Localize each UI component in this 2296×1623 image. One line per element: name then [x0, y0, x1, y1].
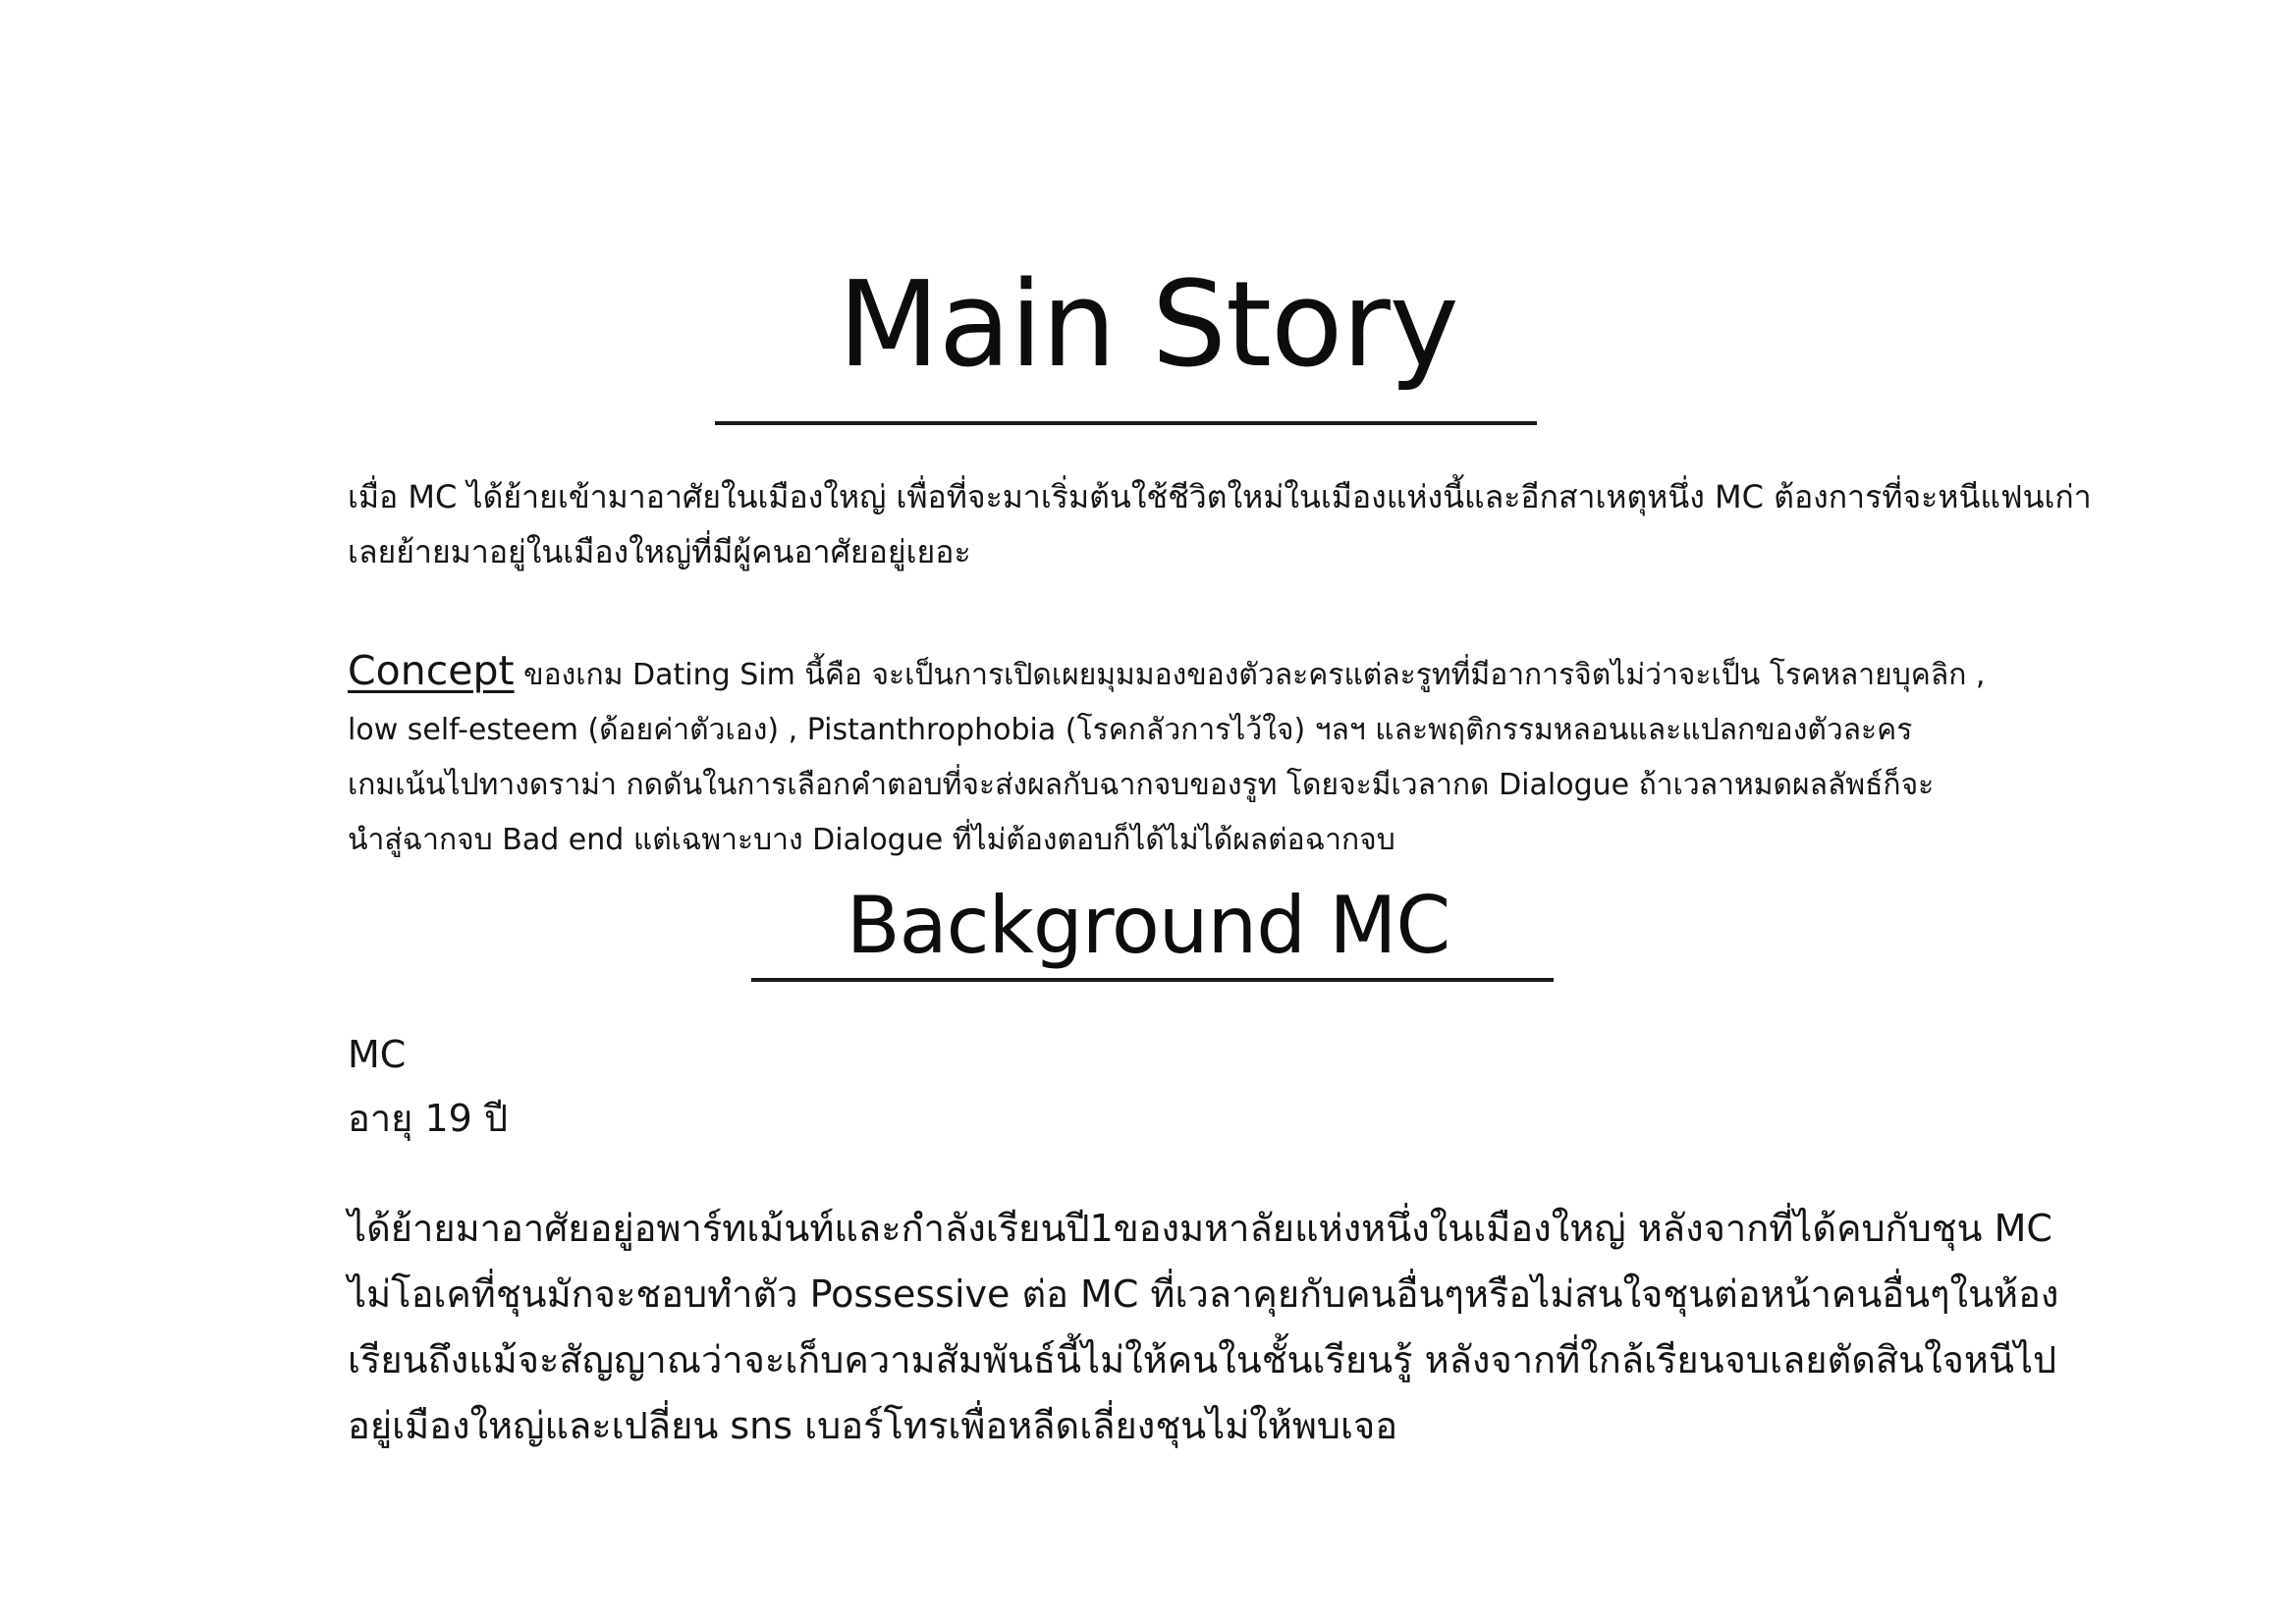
intro-line: เมื่อ MC ได้ย้ายเข้ามาอาศัยในเมืองใหญ่ เพื่อที่จะมาเริ่มต้นใช้ชีวิตใหม่ในเมืองแห่งนี้และอีกสาเหตุหนึ่ง MC ต้องการที่จะหนีแฟนเก่า — [348, 478, 2092, 515]
background-mc-underline — [751, 978, 1554, 982]
bio-line: ไม่โอเคที่ชุนมักจะชอบทำตัว Possessive ต่อ MC ที่เวลาคุยกับคนอื่นๆหรือไม่สนใจชุนต่อหน้าคนอื่นๆในห้อง — [348, 1272, 2059, 1316]
concept-label: Concept — [348, 647, 515, 694]
concept-line: เกมเน้นไปทางดราม่า กดดันในการเลือกคำตอบที่จะส่งผลกับฉากจบของรูท โดยจะมีเวลากด Dialogue ถ้าเวลาหมดผลลัพธ์ก็จะ — [348, 768, 1935, 802]
concept-line: low self-esteem (ด้อยค่าตัวเอง) , Pistanthrophobia (โรคกลัวการไว้ใจ) ฯลฯ และพฤติกรรมหลอนและแปลกของตัวละคร — [348, 713, 1913, 747]
concept-paragraph — [348, 643, 2076, 868]
bio-line: อยู่เมืองใหญ่และเปลี่ยน sns เบอร์โทรเพื่อหลีดเลี่ยงชุนไม่ให้พบเจอ — [348, 1404, 1398, 1447]
bio-line: เรียนถึงแม้จะสัญญาณว่าจะเก็บความสัมพันธ์นี้ไม่ให้คนในชั้นเรียนรู้ หลังจากที่ใกล้เรียนจบเลยตัดสินใจหนีไป — [348, 1338, 2057, 1381]
mc-age: อายุ 19 ปี — [348, 1097, 509, 1140]
main-story-underline — [715, 421, 1537, 425]
bio-line: ได้ย้ายมาอาศัยอยู่อพาร์ทเม้นท์และกำลังเรียนปี1ของมหาลัยแห่งหนึ่งในเมืองใหญ่ หลังจากที่ได้คบกับชุน MC — [348, 1207, 2052, 1250]
concept-line — [348, 643, 2076, 703]
concept-line: นำสู่ฉากจบ Bad end แต่เฉพาะบาง Dialogue ที่ไม่ต้องตอบก็ได้ไม่ได้ผลต่อฉากจบ — [348, 823, 1395, 857]
concept-line-text: ของเกม Dating Sim นี้คือ จะเป็นการเปิดเผยมุมมองของตัวละครแต่ละรูทที่มีอาการจิตไม่ว่าจะเป็น โรคหลายบุคลิก , — [514, 658, 1986, 692]
main-story-title: Main Story — [838, 257, 1458, 394]
main-story-intro — [348, 469, 2092, 579]
background-mc-title: Background MC — [846, 880, 1450, 971]
mc-bio — [348, 1196, 2076, 1459]
intro-line: เลยย้ายมาอยู่ในเมืองใหญ่ที่มีผู้คนอาศัยอยู่เยอะ — [348, 533, 971, 570]
mc-name: MC — [348, 1033, 407, 1076]
